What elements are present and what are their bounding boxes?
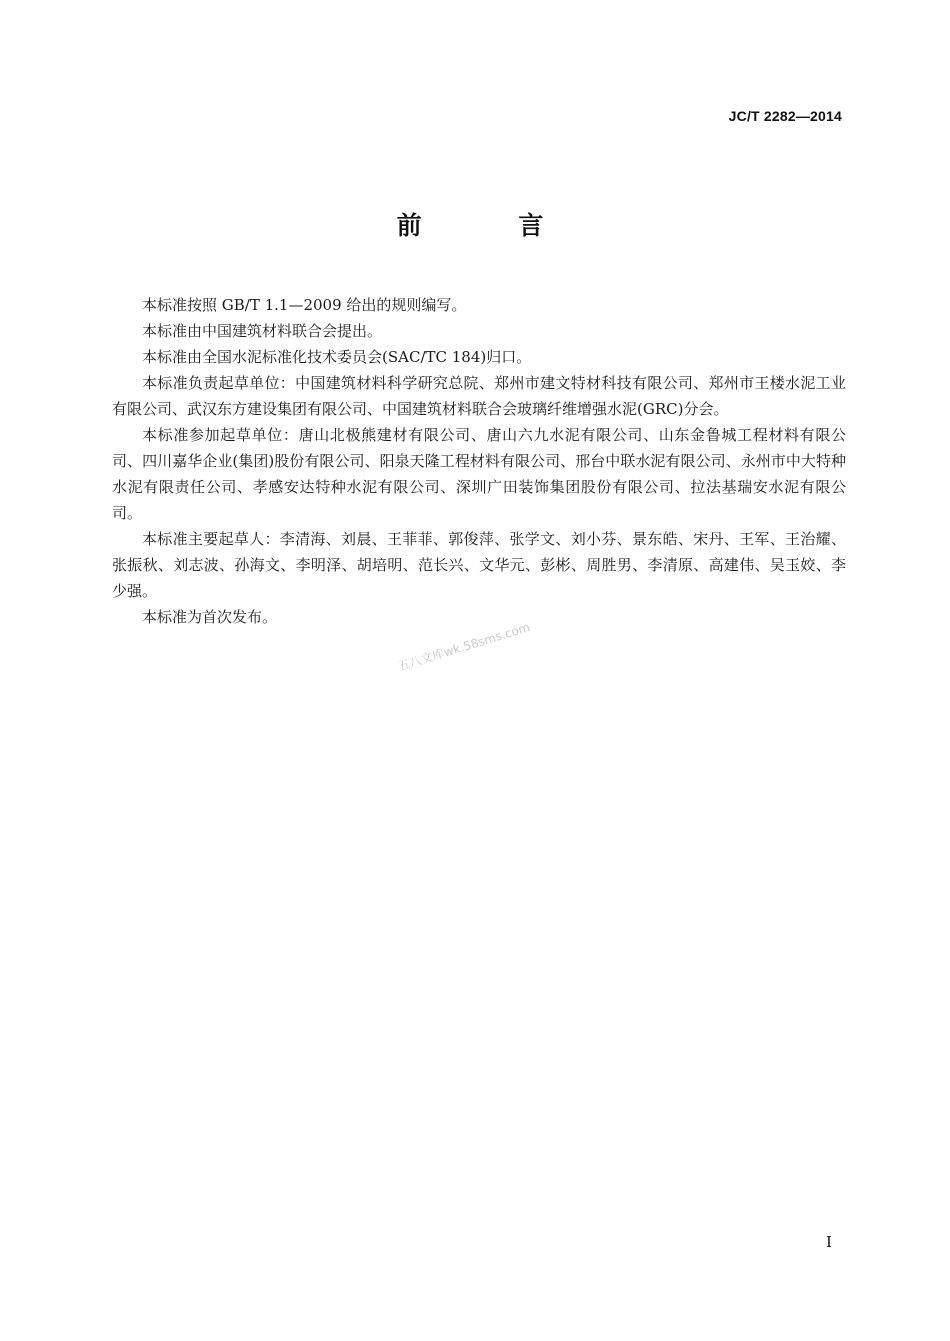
paragraph-lead-drafters: 本标准负责起草单位：中国建筑材料科学研究总院、郑州市建文特材科技有限公司、郑州市王楼水泥工业有限公司、武汉东方建设集团有限公司、中国建筑材料联合会玻璃纤维增强水泥(GRC)分会。 — [112, 374, 846, 418]
paragraph-drafting-rules: 本标准按照 GB/T 1.1—2009 给出的规则编写。 — [142, 296, 467, 314]
paragraph-main-drafters: 本标准主要起草人：李清海、刘晨、王菲菲、郭俊萍、张学文、刘小芬、景东皓、宋丹、王军、王治耀、张振秋、刘志波、孙海文、李明泽、胡培明、范长兴、文华元、彭彬、周胜男、李清原、高建伟、吴玉姣、李少强。 — [112, 530, 846, 600]
paragraph-committee: 本标准由全国水泥标准化技术委员会(SAC/TC 184)归口。 — [142, 348, 532, 366]
paragraph-proposer: 本标准由中国建筑材料联合会提出。 — [142, 322, 383, 340]
watermark: 五八文库wk.58sms.com — [396, 620, 532, 674]
page-title: 前 言 — [396, 211, 588, 240]
page-number: I — [826, 1233, 832, 1251]
standard-code: JC/T 2282—2014 — [728, 108, 842, 124]
foreword-body — [112, 292, 846, 630]
paragraph-first-release: 本标准为首次发布。 — [142, 608, 278, 626]
paragraph-participating-drafters: 本标准参加起草单位：唐山北极熊建材有限公司、唐山六九水泥有限公司、山东金鲁城工程材料有限公司、四川嘉华企业(集团)股份有限公司、阳泉天隆工程材料有限公司、邢台中联水泥有限公司、永州市中大特种水泥有限责任公司、孝感安达特种水泥有限公司、深圳广田装饰集团股份有限公司、拉法基瑞安水泥有限公司。 — [112, 426, 846, 522]
